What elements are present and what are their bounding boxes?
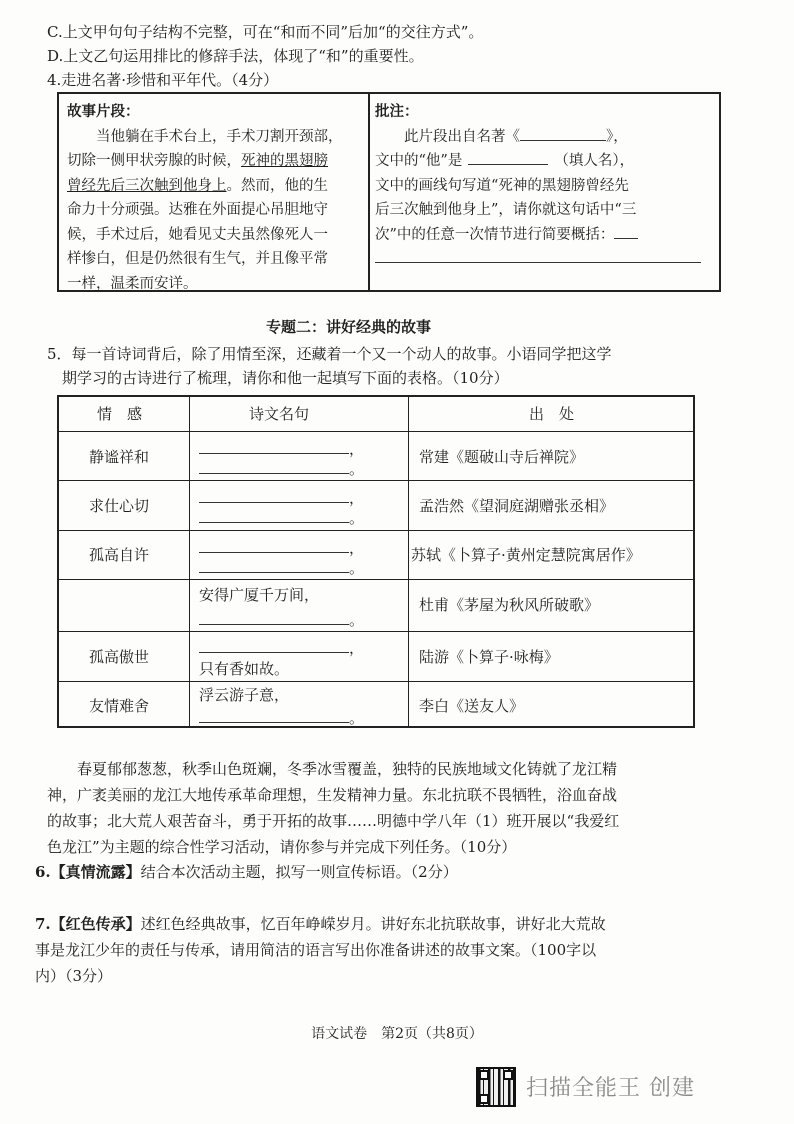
row-2-blank-a[interactable] bbox=[199, 501, 349, 503]
underlined-sentence-part-2: 曾经先后三次触到他身上 bbox=[67, 177, 227, 194]
underlined-sentence-part-1: 死神的黑翅膀 bbox=[241, 153, 328, 169]
question-6: 6.【真情流露】结合本次活动主题，拟写一则宣传标语。（2分） bbox=[35, 863, 458, 881]
story-annotation-box bbox=[57, 92, 721, 292]
poem-table bbox=[57, 395, 695, 728]
row-3-blank-a[interactable] bbox=[199, 551, 349, 553]
story-line-3: 曾经先后三次触到他身上。然而，他的生 bbox=[67, 177, 328, 194]
story-line-6: 样惨白，但是仍然很有生气，并且像平常 bbox=[67, 251, 328, 267]
story-fragment bbox=[67, 100, 363, 296]
table-row-4-line-a: 安得广厦千万间， bbox=[199, 586, 320, 604]
annotation bbox=[375, 100, 715, 272]
table-col-divider-2 bbox=[408, 397, 409, 726]
table-row-divider bbox=[59, 631, 693, 632]
annotation-line-2: 文中的“他”是 （填人名）， bbox=[375, 149, 715, 174]
row-2-blank-b[interactable] bbox=[199, 521, 349, 523]
annotation-line-1: 此片段出自名著《 》， bbox=[375, 125, 715, 150]
period-mark: 。 bbox=[349, 460, 365, 478]
table-row-divider bbox=[59, 530, 693, 531]
annotation-line-4: 后三次触到他身上”，请你就这句话中“三 bbox=[375, 202, 637, 218]
question-7-line-1: 7.【红色传承】述红色经典故事，忆百年峥嵘岁月。讲好东北抗联故事，讲好北大荒故 bbox=[35, 915, 606, 933]
annotation-line-5: 次”中的任意一次情节进行简要概括： bbox=[375, 223, 715, 248]
summary-blank-1[interactable] bbox=[614, 224, 638, 239]
header-source: 出 处 bbox=[529, 405, 575, 423]
comma-mark: ， bbox=[349, 489, 365, 507]
table-row-divider bbox=[59, 681, 693, 682]
table-row-5-source: 陆游《卜算子·咏梅》 bbox=[419, 648, 559, 666]
table-row-2-source: 孟浩然《望洞庭湖赠张丞相》 bbox=[419, 497, 615, 515]
table-row-divider bbox=[59, 431, 693, 432]
question-5-line-2: 期学习的古诗进行了梳理，请你和他一起填写下面的表格。（10分） bbox=[62, 369, 509, 387]
question-7-line-2: 事是龙江少年的责任与传承，请用简洁的语言写出你准备讲述的故事文案。（100字以 bbox=[35, 941, 597, 959]
question-7-line-3: 内）（3分） bbox=[35, 967, 113, 985]
period-mark: 。 bbox=[349, 559, 365, 577]
story-line-1: 当他躺在手术台上，手术刀割开颈部， bbox=[67, 128, 343, 145]
table-col-divider-1 bbox=[189, 397, 190, 726]
row-1-blank-a[interactable] bbox=[199, 452, 349, 454]
passage-line-2: 神，广袤美丽的龙江大地传承革命理想，生发精神力量。东北抗联不畏牺牲，浴血奋战 bbox=[47, 786, 618, 804]
page-footer: 语文试卷 第2页（共8页） bbox=[311, 1026, 483, 1042]
row-5-blank-a[interactable] bbox=[199, 651, 349, 653]
qr-finder-pattern bbox=[479, 1070, 489, 1080]
annotation-line-6 bbox=[375, 247, 715, 272]
row-4-blank-b[interactable] bbox=[199, 623, 349, 625]
person-name-blank[interactable] bbox=[468, 150, 548, 165]
question-4: 4.走进名著·珍惜和平年代。（4分） bbox=[47, 71, 279, 89]
comma-mark: ， bbox=[349, 639, 365, 657]
comma-mark: ， bbox=[349, 440, 365, 458]
section-2-title: 专题二：讲好经典的故事 bbox=[266, 318, 432, 336]
qr-finder-pattern bbox=[503, 1070, 513, 1080]
table-row-5-line-b: 只有香如故。 bbox=[199, 660, 290, 678]
annotation-title: 批注： bbox=[375, 103, 419, 120]
story-line-4: 命力十分顽强。达雅在外面提心吊胆地守 bbox=[67, 202, 328, 218]
scanner-watermark: 扫描全能王 创建 bbox=[526, 1076, 695, 1101]
passage-line-3: 的故事；北大荒人艰苦奋斗，勇于开拓的故事……明德中学八年（1）班开展以“我爱红 bbox=[47, 812, 620, 830]
option-d: D.上文乙句运用排比的修辞手法，体现了“和”的重要性。 bbox=[47, 47, 424, 65]
story-line-5: 候，手术过后，她看见丈夫虽然像死人一 bbox=[67, 226, 328, 243]
period-mark: 。 bbox=[349, 709, 365, 727]
story-title: 故事片段： bbox=[67, 103, 140, 120]
row-1-blank-b[interactable] bbox=[199, 472, 349, 474]
qr-finder-pattern bbox=[479, 1094, 489, 1104]
question-5-line-1: 5．每一首诗词背后，除了用情至深，还藏着一个又一个动人的故事。小语同学把这学 bbox=[47, 345, 612, 363]
comma-mark: ， bbox=[349, 539, 365, 557]
passage-line-1: 春夏郁郁葱葱，秋季山色斑斓，冬季冰雪覆盖，独特的民族地域文化铸就了龙江精 bbox=[47, 760, 618, 778]
row-6-blank-b[interactable] bbox=[199, 721, 349, 723]
header-poem-line: 诗文名句 bbox=[249, 405, 310, 423]
period-mark: 。 bbox=[349, 611, 365, 629]
book-title-blank[interactable] bbox=[520, 126, 606, 141]
table-row-6-emotion: 友情难舍 bbox=[89, 697, 150, 715]
table-row-divider bbox=[59, 579, 693, 580]
box-divider bbox=[368, 94, 370, 290]
table-row-3-source: 苏轼《卜算子·黄州定慧院寓居作》 bbox=[411, 546, 641, 564]
row-3-blank-b[interactable] bbox=[199, 571, 349, 573]
option-c: C.上文甲句句子结构不完整，可在“和而不同”后加“的交往方式”。 bbox=[47, 23, 484, 41]
table-row-5-emotion: 孤高傲世 bbox=[89, 648, 150, 666]
story-line-7: 一样，温柔而安详。 bbox=[67, 275, 198, 292]
qr-code-icon bbox=[476, 1067, 516, 1107]
table-row-3-emotion: 孤高自许 bbox=[89, 546, 150, 564]
header-emotion: 情 感 bbox=[97, 405, 143, 423]
table-row-1-emotion: 静谧祥和 bbox=[89, 448, 150, 466]
period-mark: 。 bbox=[349, 509, 365, 527]
summary-blank-2[interactable] bbox=[375, 248, 701, 263]
table-row-6-source: 李白《送友人》 bbox=[419, 697, 525, 715]
table-row-2-emotion: 求仕心切 bbox=[89, 497, 150, 515]
table-row-4-source: 杜甫《茅屋为秋风所破歌》 bbox=[419, 596, 600, 614]
story-line-2: 切除一侧甲状旁腺的时候，死神的黑翅膀 bbox=[67, 153, 328, 169]
table-row-1-source: 常建《题破山寺后禅院》 bbox=[419, 448, 585, 466]
passage-line-4: 色龙江”为主题的综合性学习活动，请你参与并完成下列任务。（10分） bbox=[47, 838, 517, 856]
table-row-6-line-a: 浮云游子意， bbox=[199, 686, 290, 704]
annotation-line-3: 文中的画线句写道“死神的黑翅膀曾经先 bbox=[375, 177, 629, 194]
table-row-divider bbox=[59, 480, 693, 481]
